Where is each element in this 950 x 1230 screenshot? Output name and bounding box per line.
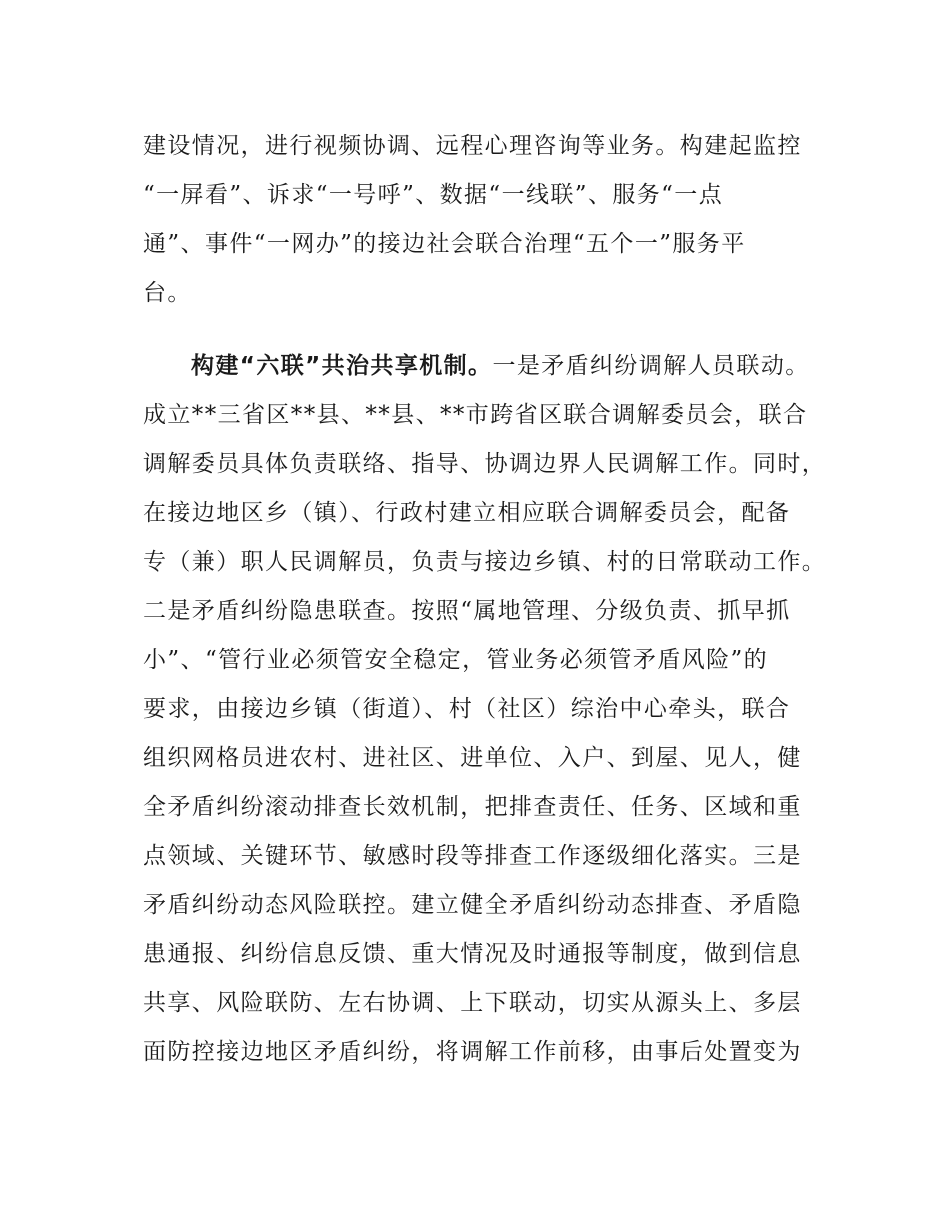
text-line: 面防控接边地区矛盾纠纷，将调解工作前移，由事后处置变为 bbox=[143, 1039, 802, 1065]
text-line: 全矛盾纠纷滚动排查长效机制，把排查责任、任务、区域和重 bbox=[143, 794, 802, 820]
paragraph-spacing bbox=[143, 318, 843, 342]
text-line: 在接边地区乡（镇）、行政村建立相应联合调解委员会，配备 bbox=[143, 500, 791, 526]
text-line: 专（兼）职人民调解员，负责与接边乡镇、村的日常联动工作。 bbox=[143, 549, 827, 575]
text-line: 建设情况，进行视频协调、远程心理咨询等业务。构建起监控 bbox=[143, 133, 802, 159]
text-line: 调解委员具体负责联络、指导、协调边界人民调解工作。同时， bbox=[143, 451, 827, 477]
paragraph-mechanism bbox=[143, 342, 843, 1077]
text-line: 矛盾纠纷动态风险联控。建立健全矛盾纠纷动态排查、矛盾隐 bbox=[143, 892, 802, 918]
text-line: 点领域、关键环节、敏感时段等排查工作逐级细化落实。三是 bbox=[143, 843, 802, 869]
paragraph-platform bbox=[143, 122, 843, 318]
paragraph-first-line bbox=[143, 342, 843, 391]
text-line: 成立**三省区**县、**县、**市跨省区联合调解委员会，联合 bbox=[143, 402, 808, 428]
text-line: 通”、事件“一网办”的接边社会联合治理“五个一”服务平 bbox=[143, 231, 746, 257]
text-line: 台。 bbox=[143, 280, 192, 306]
text-line: 二是矛盾纠纷隐患联查。按照“属地管理、分级负责、抓早抓 bbox=[143, 598, 791, 624]
text-line: 小”、“管行业必须管安全稳定，管业务必须管矛盾风险”的 bbox=[143, 647, 769, 673]
text-line: 共享、风险联防、左右协调、上下联动，切实从源头上、多层 bbox=[143, 990, 802, 1016]
text-line: 组织网格员进农村、进社区、进单位、入户、到屋、见人，健 bbox=[143, 745, 802, 771]
document-body bbox=[143, 122, 843, 1077]
first-line-text: 一是矛盾纠纷调解人员联动。 bbox=[492, 353, 810, 379]
section-heading: 构建“六联”共治共享机制。 bbox=[191, 353, 493, 379]
text-line: 要求，由接边乡镇（街道）、村（社区）综治中心牵头，联合 bbox=[143, 696, 791, 722]
text-line: “一屏看”、诉求“一号呼”、数据“一线联”、服务“一点 bbox=[143, 182, 724, 208]
text-line: 患通报、纠纷信息反馈、重大情况及时通报等制度，做到信息 bbox=[143, 941, 802, 967]
